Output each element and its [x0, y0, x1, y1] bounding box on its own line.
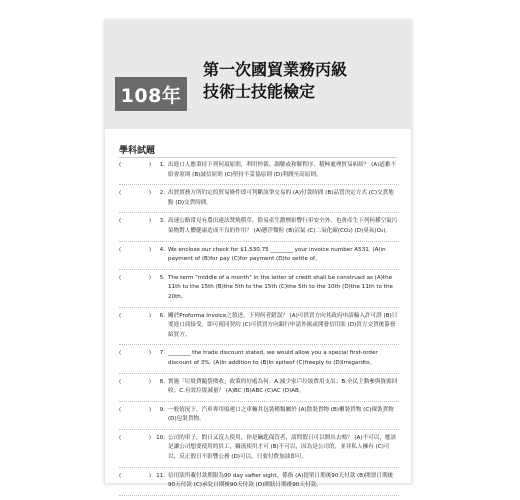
answer-blank [119, 349, 155, 359]
answer-paren-close: ) [148, 218, 151, 225]
question-item [119, 189, 399, 213]
question-item [119, 434, 399, 468]
answer-paren-open: ( [119, 162, 122, 168]
question-text: 公司的車子，假日又沒人使用，你是鑰匙保管者，請問假日可以開出去嗎？ (A)不可以，應該是讓公司想要使用的員工，輪流使用才可 (B)不可以，因為是公司的，並非私人擁有 (C)可以，反正假日不影響公務 (D)可以，只要付費加油即可。 [168, 434, 397, 461]
answer-paren-open: ( [119, 274, 122, 281]
question-number: 4. [159, 246, 165, 253]
question-number: 8. [159, 378, 165, 385]
answer-paren-open: ( [119, 246, 122, 253]
answer-blank [119, 274, 155, 284]
answer-paren-close: ) [148, 246, 151, 253]
question-number: 3. [159, 218, 165, 225]
answer-paren-open: ( [119, 312, 122, 319]
answer-paren-close: ) [148, 378, 151, 385]
answer-blank [119, 378, 155, 388]
answer-paren-close: ) [148, 274, 151, 281]
answer-paren-open: ( [119, 406, 122, 413]
question-text: ________ the trade discount stated, we would allow you a special first-order discount of 3%. (A)In addition to (B)In spiteof (C)freeply to (D)Irregardto。 [168, 350, 378, 366]
section-divider [119, 157, 397, 158]
question-item [119, 349, 399, 373]
question-text: 高速公路常見有農田違法焚燒稻草，除易產生濃煙影響行車安全外，也會產生下列何種空氣污染物對人體健康造成不良的作用？ (A)懸浮微粒 (B)沼氣 (C)二氧化碳(CO₂) (D)臭氧(O₃)。 [168, 218, 398, 234]
question-number: 9. [159, 406, 165, 413]
question-item [119, 406, 399, 430]
answer-paren-close: ) [148, 434, 151, 441]
title-line-1: 第一次國貿業務丙級 [203, 60, 348, 79]
answer-blank [119, 161, 155, 171]
answer-paren-open: ( [119, 350, 122, 357]
answer-blank [119, 406, 155, 416]
question-item [119, 274, 399, 308]
question-number: 2. [159, 190, 165, 197]
question-number: 5. [159, 274, 165, 281]
answer-blank [119, 217, 155, 227]
answer-paren-open: ( [119, 434, 122, 441]
answer-paren-open: ( [119, 378, 122, 385]
question-item [119, 472, 399, 496]
answer-paren-close: ) [148, 472, 151, 479]
question-text: 關於Proforma Invoice之敘述，下列何者錯誤？ (A)可供買方向其政府申請輸入許可證 (B)只要進口商接受，即可視同契約 (C)可供買方向銀行申請外匯或開發信用狀 (D)買方交貨後簽發給買方。 [168, 312, 398, 338]
answer-blank [119, 189, 155, 199]
question-text: 出進口人應秉持下列何項原則，利用仲裁、調解或和解程序，積極處理貿易糾紛？ (A)道歉不賠會原則 (B)誠信原則 (C)堅持不妥協原則 (D)利潤至高原則。 [168, 162, 397, 178]
question-number: 11. [156, 472, 165, 479]
answer-paren-close: ) [148, 162, 151, 168]
title-line-2: 技術士技能檢定 [203, 82, 316, 101]
question-item [119, 378, 399, 402]
answer-blank [119, 312, 155, 322]
answer-paren-close: ) [148, 190, 151, 197]
year-badge: 108年 [115, 77, 187, 111]
answer-blank [119, 472, 155, 482]
question-text: 一般情況下，汽車專用船運口之車輛其包裝種類屬於 (A)散裝貨物 (B)櫃裝貨物 (C)裸裝貨物 (D)包裝貨物。 [168, 406, 394, 423]
question-item [119, 312, 399, 346]
question-text: We enclose our check for $1,530.75 ________ your invoice number A531. (A)in payment of (B)for pay (C)for payment (D)to settle of。 [168, 246, 386, 263]
question-text: The term "middle of a month" in the letter of credit shall be construed as (A)the 11th to the 15th (B)the 5th to the 15th (C)the 5th to the 10th (D)the 11th to the 20th。 [168, 274, 393, 300]
question-text: 信用狀所載付款期限為90 day safter sight，係指 (A)提單日期後90天付款 (B)開票日期後90天付款 (C)承兌日期後90天付款 (D)開狀日期後90天付款。 [168, 472, 394, 489]
answer-paren-open: ( [119, 218, 122, 225]
answer-paren-close: ) [148, 350, 151, 357]
answer-blank [119, 434, 155, 444]
question-text: 出貿實務方所約定的貿易條件即可判斷該筆交易的 (A)付款時間 (B)品質決定方式 (C)交貨地點 (D)交貨時間。 [168, 190, 394, 206]
answer-paren-open: ( [119, 472, 122, 479]
question-text: 實施「垃圾費隨袋徵收」政策的好處為何：A.減少家戶垃圾費用支出；B.全民主動參與資源回收；C.有效垃圾減量？ (A)BC (B)ABC (C)AC (D)AB。 [168, 378, 398, 395]
question-list [119, 161, 399, 500]
answer-paren-close: ) [148, 406, 151, 413]
question-number: 7. [159, 350, 165, 357]
document-page [104, 20, 412, 489]
answer-paren-close: ) [148, 312, 151, 319]
question-item [119, 161, 399, 185]
question-item [119, 217, 399, 241]
question-item [119, 246, 399, 270]
answer-paren-open: ( [119, 190, 122, 197]
exam-title [203, 59, 403, 103]
section-title: 學科試題 [119, 146, 156, 156]
question-number: 1. [159, 162, 165, 168]
answer-blank [119, 246, 155, 256]
question-number: 10. [156, 434, 165, 441]
question-number: 6. [159, 312, 165, 319]
